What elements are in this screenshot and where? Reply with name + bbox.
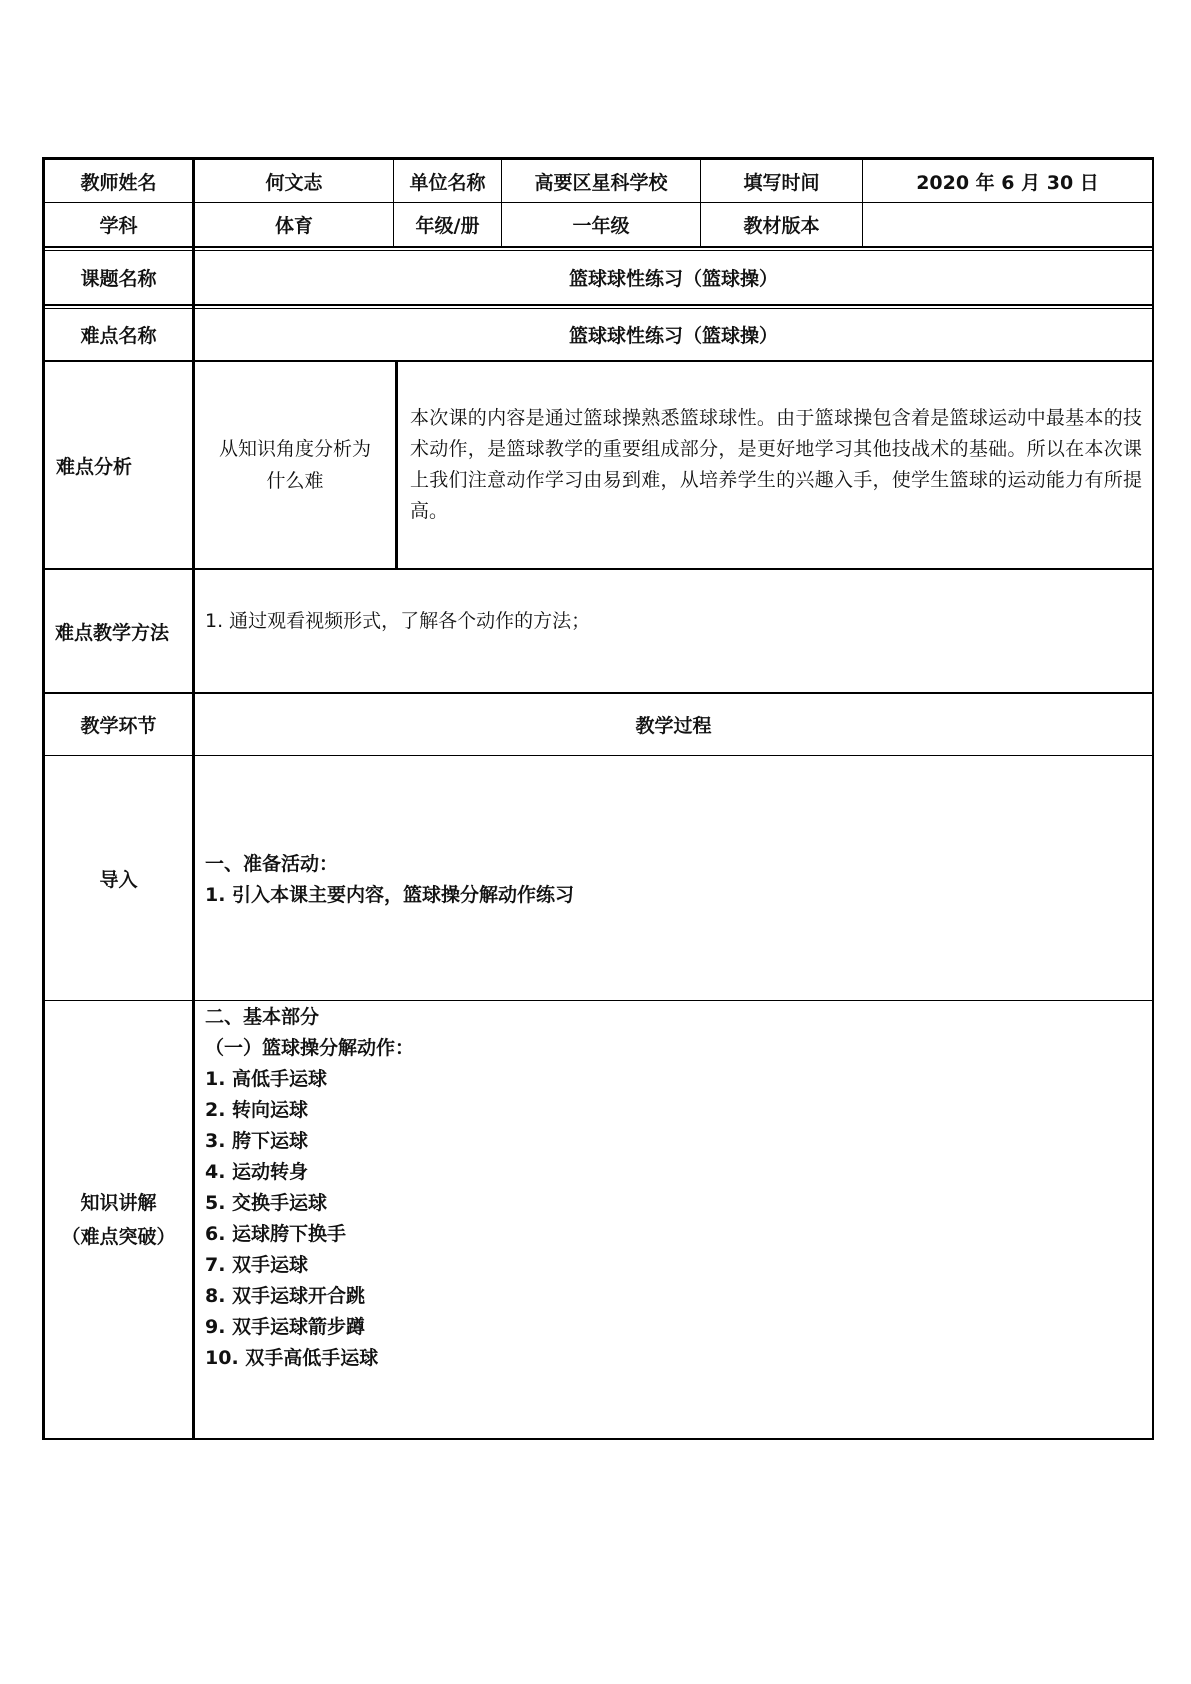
knowledge-item: 3. 胯下运球 [205, 1130, 309, 1152]
difficulty-value: 篮球球性练习（篮球操） [568, 325, 778, 347]
knowledge-item: 6. 运球胯下换手 [205, 1223, 347, 1245]
table-border-bottom [42, 1438, 1154, 1440]
intro-heading: 一、准备活动： [205, 853, 339, 875]
row-divider [42, 755, 1154, 756]
analysis-sublabel-line-2: 什么难 [266, 470, 324, 492]
knowledge-label [45, 1001, 192, 1438]
fill-date-label: 填写时间 [743, 171, 820, 194]
intro-item: 1. 引入本课主要内容，篮球操分解动作练习 [205, 884, 575, 906]
row-divider [42, 304, 1154, 306]
topic-label: 课题名称 [80, 268, 157, 290]
knowledge-item: 4. 运动转身 [205, 1161, 309, 1183]
method-item: 1. 通过观看视频形式，了解各个动作的方法； [205, 610, 591, 632]
knowledge-content [205, 1002, 1105, 1374]
knowledge-item: 9. 双手运球箭步蹲 [205, 1316, 366, 1338]
teacher-name-label: 教师姓名 [80, 171, 157, 194]
column-divider [395, 361, 398, 569]
edition-label: 教材版本 [743, 215, 820, 237]
unit-name-label: 单位名称 [409, 171, 486, 194]
edition-value [863, 203, 1152, 246]
subject-label: 学科 [99, 215, 138, 237]
knowledge-item: 10. 双手高低手运球 [205, 1347, 379, 1369]
analysis-text: 本次课的内容是通过篮球操熟悉篮球球性。由于篮球操包含着是篮球运动中最基本的技术动作，是篮球教学的重要组成部分，是更好地学习其他技战术的基础。所以在本次课上我们注意动作学习由易到难，从培养学生的兴趣入手，使学生篮球的运动能力有所提高。 [410, 407, 1142, 522]
knowledge-item: 7. 双手运球 [205, 1254, 309, 1276]
analysis-sublabel [195, 362, 395, 568]
knowledge-label-line-1: 知识讲解 [80, 1191, 157, 1214]
process-stage-label: 教学环节 [80, 715, 157, 737]
analysis-sublabel-line-1: 从知识角度分析为 [218, 438, 371, 460]
row-divider [42, 1000, 1154, 1001]
grade-value: 一年级 [572, 215, 630, 237]
knowledge-label-line-2: （难点突破） [61, 1225, 176, 1248]
knowledge-item: 2. 转向运球 [205, 1099, 309, 1121]
difficulty-label: 难点名称 [80, 325, 157, 347]
row-divider [42, 568, 1154, 570]
fill-date-value: 2020 年 6 月 30 日 [916, 171, 1099, 194]
intro-label: 导入 [99, 868, 138, 891]
knowledge-item: 5. 交换手运球 [205, 1192, 328, 1214]
process-label: 教学过程 [635, 715, 712, 737]
knowledge-heading: 二、基本部分 [205, 1006, 320, 1028]
grade-label: 年级/册 [415, 215, 480, 237]
method-label: 难点教学方法 [55, 621, 170, 644]
intro-content [205, 849, 1105, 911]
subject-value: 体育 [274, 215, 313, 237]
knowledge-item: 1. 高低手运球 [205, 1068, 328, 1090]
teacher-name-value: 何文志 [265, 171, 323, 194]
analysis-label: 难点分析 [56, 455, 133, 478]
unit-name-value: 高要区星科学校 [534, 171, 668, 194]
row-divider [42, 246, 1154, 248]
topic-value: 篮球球性练习（篮球操） [568, 268, 778, 290]
knowledge-subheading: （一）篮球操分解动作： [205, 1037, 415, 1059]
knowledge-item: 8. 双手运球开合跳 [205, 1285, 366, 1307]
table-border-right [1152, 157, 1154, 1440]
